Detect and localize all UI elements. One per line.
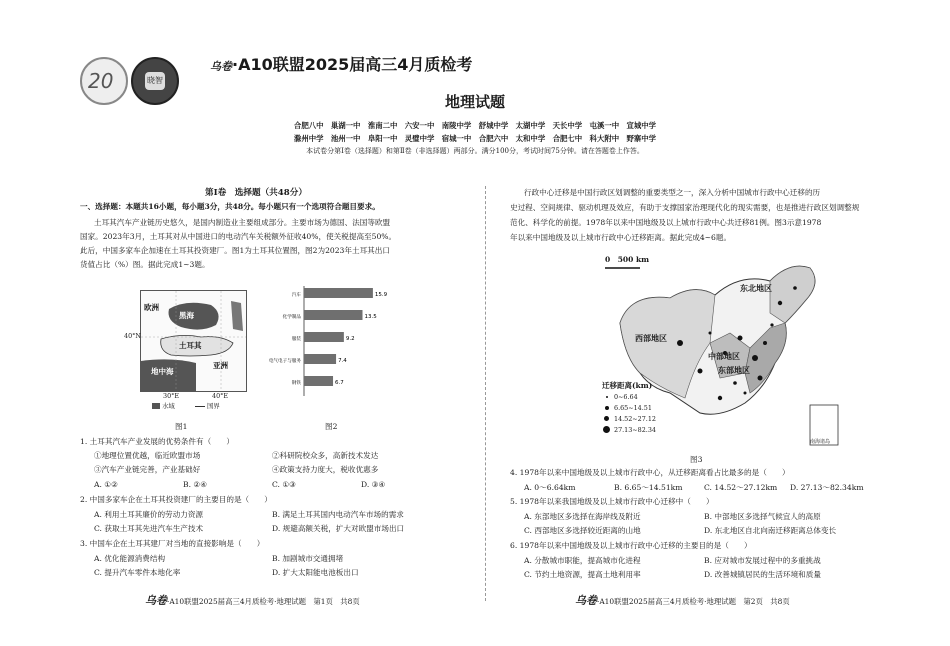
q1-statement: ②科研院校众多，高新技术发达 — [272, 451, 379, 460]
chart-value-label: 6.7 — [335, 380, 344, 386]
q3-option-c[interactable]: C. 提升汽车零件本地化率 — [94, 568, 181, 577]
export-bar-svg — [262, 282, 392, 397]
chart-bar — [304, 288, 373, 298]
chart-category-label: 电气电子与服务 — [268, 359, 301, 364]
q1-option-b[interactable]: B. ②④ — [183, 480, 208, 489]
longitude-30-label: 30°E — [163, 392, 179, 400]
footer-brand-mark: 乌卷 — [145, 594, 167, 607]
figure-2-caption: 图2 — [325, 422, 338, 431]
chart-bar — [304, 332, 344, 342]
relocation-dot — [677, 340, 683, 346]
relocation-dot — [758, 376, 763, 381]
chart-value-label: 15.9 — [374, 292, 388, 298]
footer-right-text: ·A10联盟2025届高三4月质检考·地理试题 第2页 共8页 — [597, 597, 790, 606]
q1-statement: ①地理位置优越，临近欧盟市场 — [94, 451, 201, 460]
legend-dot-3 — [604, 416, 609, 421]
question-4-stem: 4. 1978年以来中国地级及以上城市行政中心，从迁移距离看占比最多的是（ ） — [510, 468, 790, 477]
map-label-europe: 欧洲 — [144, 303, 159, 312]
legend-water-label: 水域 — [162, 402, 175, 410]
relocation-dot — [744, 392, 747, 395]
legend-dot-2 — [605, 406, 609, 410]
legend-dot-1 — [606, 396, 608, 398]
q6-option-d[interactable]: D. 改善城镇居民的生活环境和质量 — [704, 570, 821, 579]
exam-notice: 本试卷分第Ⅰ卷（选择题）和第Ⅱ卷（非选择题）两部分。满分100分，考试时间75分钟。请在答题卷上作答。 — [306, 147, 644, 155]
passage-line: 行政中心迁移是中国行政区划调整的重要类型之一，深入分析中国城市行政中心迁移的历 — [524, 188, 821, 197]
latitude-label: 40°N — [124, 332, 141, 340]
q2-option-c[interactable]: C. 获取土耳其先进汽车生产技术 — [94, 524, 204, 533]
q2-option-d[interactable]: D. 规避高额关税，扩大对欧盟市场出口 — [272, 524, 405, 533]
passage-line: 此后，中国多家车企加速在土耳其投资建厂。图1为土耳其位置图，图2为2023年土耳其出口 — [80, 246, 390, 255]
legend-range-3: 14.52~27.12 — [614, 415, 656, 423]
chart-bar — [304, 354, 336, 364]
chart-category-label: 钢铁 — [291, 381, 301, 386]
passage-line: 国家。2023年3月，土耳其对从中国进口的电动汽车关税额外征收40%，使关税提高至50%。 — [80, 232, 397, 241]
brand-mark: 乌卷 — [210, 60, 232, 73]
q1-option-c[interactable]: C. ①③ — [272, 480, 296, 489]
q1-statement: ③汽车产业链完善，产业基础好 — [94, 465, 201, 474]
relocation-dot — [698, 369, 703, 374]
relocation-dot — [709, 332, 712, 335]
q5-option-b[interactable]: B. 中部地区多选择气候宜人的高原 — [704, 512, 821, 521]
chart-value-label: 7.4 — [338, 358, 347, 364]
q4-option-b[interactable]: B. 6.65～14.51km — [614, 483, 683, 492]
page-footer-left — [145, 592, 360, 608]
chart-category-label: 服装 — [291, 337, 301, 342]
exam-title-text: ·A10联盟2025届高三4月质检考 — [232, 55, 473, 74]
q2-option-b[interactable]: B. 满足土耳其国内电动汽车市场的需求 — [272, 510, 404, 519]
q3-option-a[interactable]: A. 优化能源消费结构 — [94, 554, 166, 563]
relocation-dot — [733, 381, 737, 385]
label-northeast-region: 东北地区 — [740, 283, 772, 293]
map-label-turkey: 土耳其 — [179, 341, 202, 350]
passage-line: 货值占比（%）图。据此完成1~3题。 — [80, 260, 210, 269]
legend-border-line — [195, 406, 205, 407]
legend-range-1: 0~6.64 — [614, 393, 638, 401]
q6-option-c[interactable]: C. 节约土地资源，提高土地利用率 — [524, 570, 641, 579]
question-3-stem: 3. 中国车企在土耳其建厂对当地的直接影响是（ ） — [80, 539, 265, 548]
page-footer-right — [575, 592, 790, 608]
schools-line-1: 合肥八中 巢湖一中 淮南二中 六安一中 南陵中学 舒城中学 太湖中学 天长中学 屯溪一中 宣城中学 — [293, 121, 657, 130]
question-5-stem: 5. 1978年以来我国地级及以上城市行政中心迁移中（ ） — [510, 497, 714, 506]
chart-value-label: 9.2 — [345, 336, 355, 342]
legend-range-2: 6.65~14.51 — [614, 404, 652, 412]
turkey-location-map — [140, 290, 247, 392]
map-scale: 0 500 km — [605, 255, 650, 264]
q1-statement: ④政策支持力度大，税收优惠多 — [272, 465, 379, 474]
question-1-stem: 1. 土耳其汽车产业发展的优势条件有（ ） — [80, 437, 234, 446]
relocation-dot — [763, 341, 767, 345]
label-west-region: 西部地区 — [635, 333, 667, 343]
logo-badge: 晓智 — [145, 72, 165, 90]
q3-option-b[interactable]: B. 加剧城市交通拥堵 — [272, 554, 344, 563]
section-title: 第Ⅰ卷 选择题（共48分） — [205, 188, 307, 198]
q3-option-d[interactable]: D. 扩大太阳能电池板出口 — [272, 568, 359, 577]
legend-range-4: 27.13~82.34 — [614, 426, 656, 434]
relocation-dot — [752, 355, 758, 361]
q5-option-d[interactable]: D. 东北地区自北向南迁移距离总体变长 — [704, 526, 837, 535]
map-label-asia: 亚洲 — [213, 361, 228, 370]
label-east-region: 东部地区 — [718, 365, 750, 375]
passage-line: 范化、科学化的前提。1978年以来中国地级及以上城市行政中心共迁移81例。图3示意1978 — [510, 218, 822, 227]
legend-water-swatch — [152, 403, 160, 409]
section-intro: 一、选择题：本题共16小题，每小题3分，共48分。每小题只有一个选项符合题目要求。 — [80, 202, 380, 211]
relocation-dot — [718, 396, 722, 400]
figure-3-caption: 图3 — [690, 455, 703, 464]
relocation-dot — [793, 286, 797, 290]
relocation-dot — [770, 323, 773, 326]
exam-title — [210, 52, 472, 75]
chart-category-label: 化学制品 — [282, 315, 301, 320]
northeast-region — [770, 266, 815, 323]
chart-bar — [304, 310, 363, 320]
question-6-stem: 6. 1978年以来中国地级及以上城市行政中心迁移的主要目的是（ ） — [510, 541, 752, 550]
passage-line: 史过程、空间规律、驱动机理及效应，有助于支撑国家治理现代化的现实需要，也是推进行政区划调整规 — [510, 203, 860, 212]
map-label-black-sea: 黑海 — [179, 311, 194, 320]
q5-option-c[interactable]: C. 西部地区多选择较近距离的山地 — [524, 526, 641, 535]
q4-option-a[interactable]: A. 0～6.64km — [524, 483, 576, 492]
passage-line: 年以来中国地级及以上城市行政中心迁移距离。据此完成4~6题。 — [510, 233, 732, 242]
passage-line: 土耳其汽车产业链历史悠久，是国内制造业主要组成部分。主要市场为德国、法国等欧盟 — [94, 218, 391, 227]
q4-option-c[interactable]: C. 14.52～27.12km — [704, 483, 778, 492]
footer-brand-mark: 乌卷 — [575, 594, 597, 607]
column-divider — [485, 186, 486, 601]
q4-option-d[interactable]: D. 27.13～82.34km — [790, 483, 864, 492]
q6-option-a[interactable]: A. 分散城市职能，提高城市化进程 — [524, 556, 641, 565]
q1-option-a[interactable]: A. ①② — [94, 480, 118, 489]
relocation-dot — [778, 301, 782, 305]
q5-option-a[interactable]: A. 东部地区多选择在海岸线及附近 — [524, 512, 641, 521]
chart-value-label: 13.5 — [364, 314, 377, 320]
export-share-chart — [262, 282, 392, 397]
legend-title: 迁移距离(km) — [602, 381, 653, 390]
q2-option-a[interactable]: A. 利用土耳其廉价的劳动力资源 — [94, 510, 204, 519]
subject-title: 地理试题 — [444, 93, 505, 111]
question-2-stem: 2. 中国多家车企在土耳其投资建厂的主要目的是（ ） — [80, 495, 272, 504]
label-central-region: 中部地区 — [708, 351, 740, 361]
q6-option-b[interactable]: B. 应对城市发展过程中的多重挑战 — [704, 556, 821, 565]
figure-1-caption: 图1 — [175, 422, 188, 431]
logo-number: 20 — [88, 69, 114, 93]
longitude-40-label: 40°E — [212, 392, 228, 400]
map-label-mediterranean: 地中海 — [151, 367, 174, 376]
q1-option-d[interactable]: D. ③④ — [361, 480, 386, 489]
chart-category-label: 汽车 — [291, 293, 301, 298]
legend-border-label: 国界 — [207, 402, 220, 410]
relocation-dot — [738, 336, 743, 341]
schools-line-2: 滁州中学 池州一中 阜阳一中 灵璧中学 宿城一中 合肥六中 太和中学 合肥七中 科大附中 野寨中学 — [293, 134, 657, 143]
inset-label: 南海诸岛 — [810, 439, 831, 445]
footer-left-text: ·A10联盟2025届高三4月质检考·地理试题 第1页 共8页 — [167, 597, 360, 606]
china-relocation-map — [600, 253, 840, 451]
chart-bar — [304, 376, 333, 386]
legend-dot-4 — [603, 426, 610, 433]
